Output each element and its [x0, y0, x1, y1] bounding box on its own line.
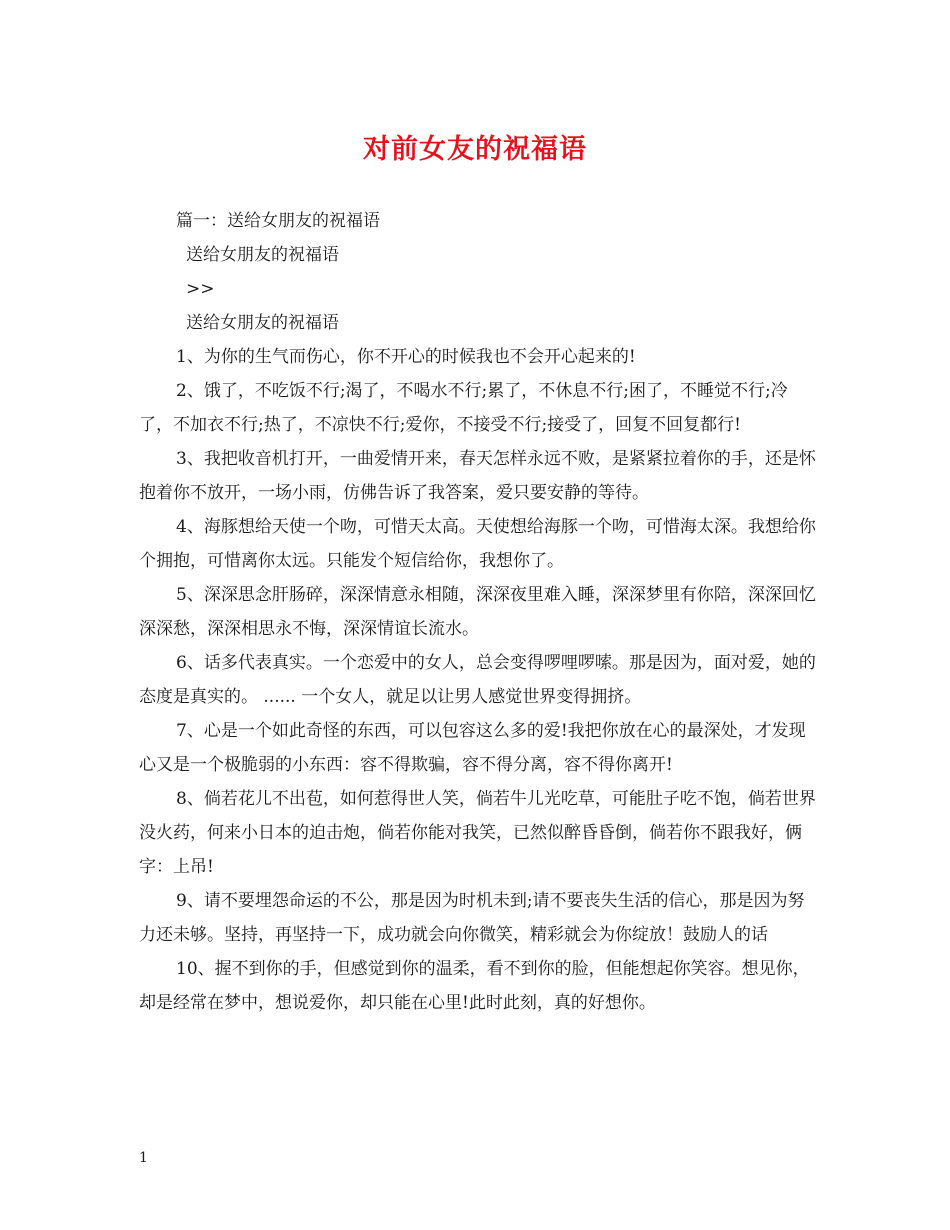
- sub-title: 送给女朋友的祝福语: [186, 313, 339, 333]
- paragraph: 1、为你的生气而伤心，你不开心的时候我也不会开心起来的!: [176, 347, 636, 367]
- paragraph: 3、我把收音机打开，一曲爱情开来，春天怎样永远不败，是紧紧拉着你的手，还是怀抱着你不放开，一场小雨，仿佛告诉了我答案，爱只要安静的等待。: [139, 449, 816, 503]
- page-number: 1: [139, 1150, 148, 1166]
- section-heading: 篇一：送给女朋友的祝福语: [176, 211, 380, 231]
- paragraph: 7、心是一个如此奇怪的东西，可以包容这么多的爱!我把你放在心的最深处，才发现心又是一个极脆弱的小东西：容不得欺骗，容不得分离，容不得你离开!: [139, 721, 806, 775]
- paragraph: 10、握不到你的手，但感觉到你的温柔，看不到你的脸，但能想起你笑容。想见你，却是经常在梦中，想说爱你，却只能在心里!此时此刻，真的好想你。: [139, 959, 810, 1013]
- paragraph: 9、请不要埋怨命运的不公，那是因为时机未到;请不要丧失生活的信心，那是因为努力还未够。坚持，再坚持一下，成功就会向你微笑，精彩就会为你绽放！鼓励人的话: [139, 891, 805, 945]
- document-title: 对前女友的祝福语: [363, 134, 587, 165]
- arrow-marker: >>: [186, 279, 215, 299]
- document-body: [139, 204, 819, 1020]
- paragraph: 5、深深思念肝肠碎，深深情意永相随，深深夜里难入睡，深深梦里有你陪，深深回忆深深愁，深深相思永不悔，深深情谊长流水。: [139, 585, 816, 639]
- paragraph: 8、倘若花儿不出苞，如何惹得世人笑，倘若牛儿光吃草，可能肚子吃不饱，倘若世界没火药，何来小日本的迫击炮，倘若你能对我笑，已然似醉昏昏倒，倘若你不跟我好，俩字：上吊!: [139, 789, 816, 877]
- sub-title: 送给女朋友的祝福语: [186, 245, 339, 265]
- paragraph: 4、海豚想给天使一个吻，可惜天太高。天使想给海豚一个吻，可惜海太深。我想给你个拥抱，可惜离你太远。只能发个短信给你，我想你了。: [139, 517, 816, 571]
- paragraph: 2、饿了，不吃饭不行;渴了，不喝水不行;累了，不休息不行;困了，不睡觉不行;冷了，不加衣不行;热了，不凉快不行;爱你，不接受不行;接受了，回复不回复都行!: [139, 381, 788, 435]
- paragraph: 6、话多代表真实。一个恋爱中的女人，总会变得啰哩啰嗦。那是因为，面对爱，她的态度是真实的。 ...... 一个女人，就足以让男人感觉世界变得拥挤。: [139, 653, 816, 707]
